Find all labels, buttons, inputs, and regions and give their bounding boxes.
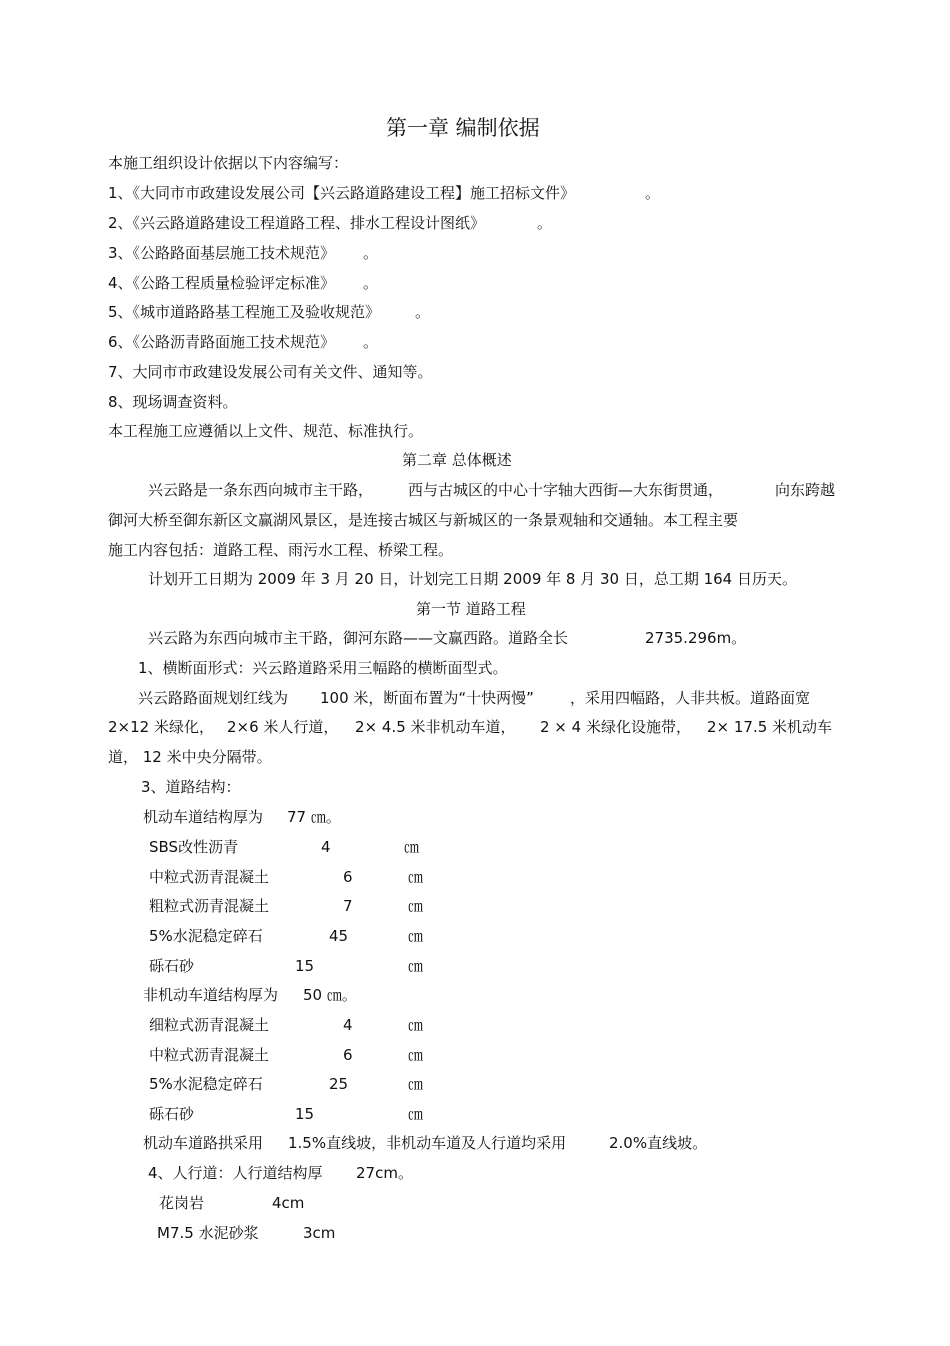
sidewalk-layer-thick: 3cm	[303, 1224, 336, 1242]
chapter-2-title: 第二章 总体概述	[402, 451, 512, 469]
nonmotor-layer-thick: 4	[343, 1016, 353, 1034]
basis-item-6: 6、《公路沥青路面施工技术规范》	[108, 333, 336, 351]
nonmotor-heading-a: 非机动车道结构厚为	[143, 986, 279, 1004]
basis-item-1: 1、《大同市市政建设发展公司【兴云路道路建设工程】施工招标文件》	[108, 184, 576, 202]
sidewalk-layer-name: 花岗岩	[159, 1194, 205, 1212]
chapter-1-title: 第一章 编制依据	[386, 116, 540, 140]
motor-layer-name: 粗粒式沥青混凝土	[149, 897, 270, 915]
basis-item-4: 4、《公路工程质量检验评定标准》	[108, 274, 336, 292]
sidewalk-layer-name: M7.5 水泥砂浆	[157, 1224, 259, 1242]
width-3: 2× 4.5 米非机动车道，	[355, 718, 516, 736]
overview-line-1b: 西与古城区的中心十字轴大西街—大东街贯通，	[408, 481, 724, 499]
nonmotor-layer-unit: ㎝	[408, 1075, 424, 1093]
nonmotor-layer-unit: ㎝	[408, 1016, 424, 1034]
sidewalk-item-b: 27cm。	[356, 1164, 413, 1182]
planning-a: 兴云路路面规划红线为	[138, 689, 289, 707]
nonmotor-layer-thick: 25	[329, 1075, 349, 1093]
width-5: 2× 17.5 米机动车	[707, 718, 833, 736]
overview-line-1c: 向东跨越	[775, 481, 836, 499]
motor-layer-thick: 7	[343, 897, 353, 915]
planning-c: ，采用四幅路，人非共板。道路面宽	[570, 689, 811, 707]
motor-layer-thick: 15	[295, 957, 315, 975]
basis-item-5: 5、《城市道路路基工程施工及验收规范》	[108, 303, 381, 321]
overview-line-1a: 兴云路是一条东西向城市主干路，	[148, 481, 374, 499]
planning-b: 100 米，断面布置为“十快两慢”	[320, 689, 534, 707]
basis-item-4-dot: 。	[363, 274, 379, 292]
motor-layer-name: SBS改性沥青	[149, 838, 239, 856]
sidewalk-layer-thick: 4cm	[272, 1194, 305, 1212]
basis-item-6-dot: 。	[363, 333, 379, 351]
nonmotor-layer-thick: 15	[295, 1105, 315, 1123]
basis-item-7: 7、大同市市政建设发展公司有关文件、通知等。	[108, 363, 433, 381]
motor-heading-a: 机动车道结构厚为	[143, 808, 264, 826]
motor-layer-unit: ㎝	[408, 957, 424, 975]
road-length-b: 2735.296m。	[645, 629, 747, 647]
motor-layer-thick: 4	[321, 838, 331, 856]
motor-layer-name: 5%水泥稳定碎石	[149, 927, 263, 945]
motor-layer-unit: ㎝	[408, 868, 424, 886]
basis-item-3: 3、《公路路面基层施工技术规范》	[108, 244, 336, 262]
motor-layer-name: 中粒式沥青混凝土	[149, 868, 270, 886]
crown-slope-c: 2.0%直线坡。	[609, 1134, 708, 1152]
crown-slope-a: 机动车道路拱采用	[143, 1134, 264, 1152]
road-length-a: 兴云路为东西向城市主干路，御河东路——文赢西路。道路全长	[148, 629, 569, 647]
nonmotor-layer-thick: 6	[343, 1046, 353, 1064]
basis-item-2-dot: 。	[537, 214, 553, 232]
nonmotor-layer-unit: ㎝	[408, 1105, 424, 1123]
motor-heading-b: 77 ㎝。	[287, 808, 341, 826]
nonmotor-heading-b: 50 ㎝。	[303, 986, 357, 1004]
basis-item-2: 2、《兴云路道路建设工程道路工程、排水工程设计图纸》	[108, 214, 486, 232]
nonmotor-layer-name: 中粒式沥青混凝土	[149, 1046, 270, 1064]
width-4: 2 × 4 米绿化设施带，	[540, 718, 691, 736]
basis-item-1-dot: 。	[645, 184, 661, 202]
basis-item-8: 8、现场调查资料。	[108, 393, 238, 411]
crown-slope-b: 1.5%直线坡，非机动车道及人行道均采用	[288, 1134, 567, 1152]
chapter-1-closing: 本工程施工应遵循以上文件、规范、标准执行。	[108, 422, 424, 440]
width-2: 2×6 米人行道，	[227, 718, 339, 736]
width-1: 2×12 米绿化，	[108, 718, 214, 736]
nonmotor-layer-name: 砾石砂	[149, 1105, 195, 1123]
nonmotor-layer-unit: ㎝	[408, 1046, 424, 1064]
motor-layer-unit: ㎝	[404, 838, 420, 856]
sidewalk-item-a: 4、人行道：人行道结构厚	[148, 1164, 323, 1182]
motor-layer-thick: 45	[329, 927, 349, 945]
overview-line-3: 施工内容包括：道路工程、雨污水工程、桥梁工程。	[108, 541, 454, 559]
nonmotor-layer-name: 细粒式沥青混凝土	[149, 1016, 270, 1034]
basis-item-5-dot: 。	[415, 303, 431, 321]
cross-section-item: 1、横断面形式：兴云路道路采用三幅路的横断面型式。	[138, 659, 508, 677]
motor-layer-thick: 6	[343, 868, 353, 886]
chapter-1-intro: 本施工组织设计依据以下内容编写：	[108, 154, 349, 172]
section-1-title: 第一节 道路工程	[416, 600, 526, 618]
overview-line-2: 御河大桥至御东新区文赢湖风景区，是连接古城区与新城区的一条景观轴和交通轴。本工程主要	[108, 511, 739, 529]
nonmotor-layer-name: 5%水泥稳定碎石	[149, 1075, 263, 1093]
schedule-line: 计划开工日期为 2009 年 3 月 20 日，计划完工日期 2009 年 8 月 30 日，总工期 164 日历天。	[148, 570, 797, 588]
motor-layer-name: 砾石砂	[149, 957, 195, 975]
structure-item: 3、道路结构：	[141, 778, 241, 796]
basis-item-3-dot: 。	[363, 244, 379, 262]
width-line-2: 道， 12 米中央分隔带。	[108, 748, 272, 766]
motor-layer-unit: ㎝	[408, 927, 424, 945]
motor-layer-unit: ㎝	[408, 897, 424, 915]
